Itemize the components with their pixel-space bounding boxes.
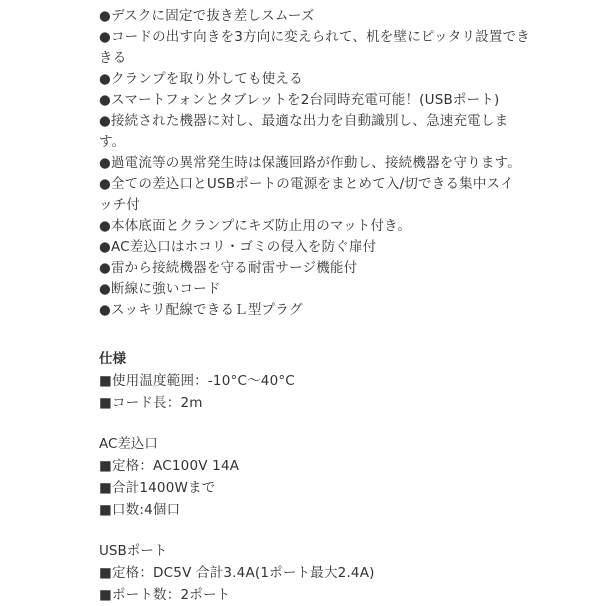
feature-item: ●スッキリ配線できるＬ型プラグ: [99, 302, 303, 318]
feature-item: ●デスクに固定で抜き差しスムーズ: [99, 8, 315, 24]
feature-item: ッチ付: [99, 197, 141, 213]
feature-item: ●接続された機器に対し、最適な出力を自動識別し、急速充電しま: [99, 113, 509, 129]
spec-item: ■ポート数：2ポート: [99, 587, 231, 603]
spec-item: ■コード長：2m: [99, 395, 203, 411]
usb-port-heading: USBポート: [99, 543, 168, 559]
spec-item: ■定格：DC5V 合計3.4A(1ポート最大2.4A): [99, 565, 375, 581]
feature-item: ●全ての差込口とUSBポートの電源をまとめて入/切できる集中スイ: [99, 176, 514, 192]
spec-item: ■合計1400Wまで: [99, 480, 216, 496]
product-description: [99, 0, 530, 606]
ac-outlet-heading: AC差込口: [99, 436, 158, 452]
feature-item: ●コードの出す向きを3方向に変えられて、机を壁にピッタリ設置でき: [99, 29, 530, 45]
spec-heading: 仕様: [99, 351, 126, 367]
spec-item: ■使用温度範囲：-10°C〜40°C: [99, 373, 295, 389]
feature-item: ●過電流等の異常発生時は保護回路が作動し、接続機器を守ります。: [99, 155, 521, 171]
feature-item: ●クランプを取り外しても使える: [99, 71, 303, 87]
spec-general: [99, 371, 499, 414]
spec-ac: [99, 456, 499, 521]
spec-item: ■口数:4個口: [99, 502, 181, 518]
feature-item: す。: [99, 134, 126, 150]
spec-item: ■定格：AC100V 14A: [99, 458, 240, 474]
feature-item: きる: [99, 50, 127, 66]
feature-item: ●雷から接続機器を守る耐雷サージ機能付: [99, 260, 358, 276]
feature-item: ●断線に強いコード: [99, 281, 221, 297]
feature-list: [99, 0, 530, 321]
feature-item: ●AC差込口はホコリ・ゴミの侵入を防ぐ扉付: [99, 239, 377, 255]
feature-item: ●本体底面とクランプにキズ防止用のマット付き。: [99, 218, 412, 234]
feature-item: ●スマートフォンとタブレットを2台同時充電可能！(USBポート): [99, 92, 500, 108]
